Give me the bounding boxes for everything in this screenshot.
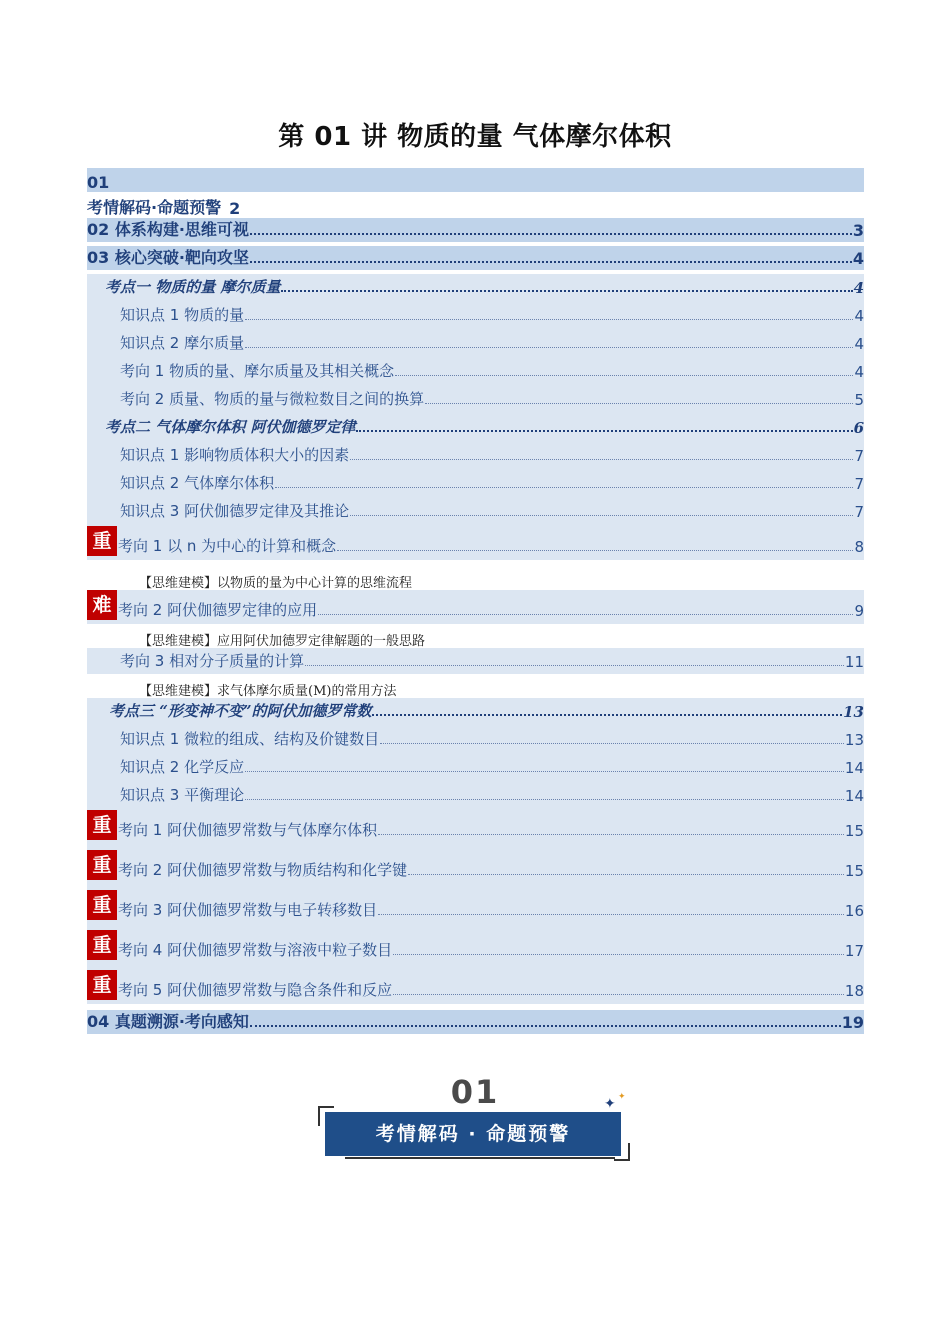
toc-page-number: 14	[844, 787, 864, 805]
toc-item-label: 知识点 2 化学反应	[120, 758, 245, 776]
toc-section-03[interactable]	[87, 246, 864, 270]
toc-leader	[372, 714, 842, 716]
toc-page-number: 7	[854, 447, 864, 465]
toc-item-key[interactable]	[87, 890, 864, 924]
toc-section-label: 03 核心突破·靶向攻坚	[87, 248, 249, 267]
toc-item-label-wrap	[87, 526, 336, 556]
toc-leader	[245, 347, 853, 348]
toc-page-number: 3	[852, 221, 864, 240]
toc-page-number: 4	[854, 363, 864, 381]
toc-item[interactable]	[87, 726, 864, 752]
toc-item[interactable]	[87, 386, 864, 412]
toc-item[interactable]	[87, 498, 864, 524]
toc-page-number: 7	[854, 503, 864, 521]
key-point-badge: 重	[87, 930, 117, 960]
toc-leader	[250, 1025, 841, 1027]
toc-item-label-wrap	[87, 970, 392, 1000]
toc-item-label: 考向 3 相对分子质量的计算	[120, 652, 305, 670]
section-banner-number: 01	[450, 1073, 500, 1111]
toc-leader	[356, 430, 852, 432]
toc-page-number: 4	[854, 335, 864, 353]
difficult-point-badge: 难	[87, 590, 117, 620]
toc-item-label: 考向 3 阿伏伽德罗常数与电子转移数目	[118, 901, 378, 919]
toc-item-key[interactable]	[87, 970, 864, 1004]
toc-item-difficult[interactable]	[87, 590, 864, 624]
toc-page-number: 7	[854, 475, 864, 493]
toc-item[interactable]	[87, 782, 864, 808]
toc-section-01[interactable]	[87, 192, 864, 218]
toc-item-label: 知识点 2 气体摩尔体积	[120, 474, 275, 492]
toc-item[interactable]	[87, 358, 864, 384]
toc-leader	[378, 834, 844, 835]
sparkle-icon: ✦	[604, 1096, 616, 1112]
toc-page-number: 14	[844, 759, 864, 777]
toc-page-number: 9	[854, 602, 864, 620]
toc-leader	[350, 459, 853, 460]
toc-item-label: 知识点 1 微粒的组成、结构及价键数目	[120, 730, 380, 748]
toc-item-label: 考向 2 阿伏伽德罗定律的应用	[118, 601, 318, 619]
toc-item-key[interactable]	[87, 930, 864, 964]
toc-leader	[425, 403, 853, 404]
toc-item-label: 考向 1 以 n 为中心的计算和概念	[118, 537, 337, 555]
toc-leader	[408, 874, 844, 875]
toc-item[interactable]	[87, 754, 864, 780]
toc-page-number: 4	[854, 307, 864, 325]
toc-kaodian-label: 考点一 物质的量 摩尔质量	[105, 278, 281, 296]
toc-item-label: 知识点 2 摩尔质量	[120, 334, 245, 352]
toc-section-01-number[interactable]	[87, 168, 864, 192]
toc-section-number: 01	[87, 173, 110, 192]
toc-item[interactable]	[87, 648, 864, 674]
section-banner: 考情解码 · 命题预警	[325, 1112, 621, 1156]
toc-item-label-wrap	[87, 890, 377, 920]
toc-item-label: 考向 5 阿伏伽德罗常数与隐含条件和反应	[118, 981, 393, 999]
toc-item-key[interactable]	[87, 810, 864, 844]
sparkle-icon: ✦	[618, 1092, 626, 1102]
toc-item-label-wrap	[87, 810, 377, 840]
page-title: 第 01 讲 物质的量 气体摩尔体积	[278, 122, 672, 152]
toc-page-number: 17	[844, 942, 864, 960]
toc-leader	[250, 261, 852, 263]
toc-leader	[250, 233, 852, 235]
toc-page-number: 15	[844, 862, 864, 880]
toc-page-number: 16	[844, 902, 864, 920]
toc-item[interactable]	[87, 442, 864, 468]
key-point-badge: 重	[87, 970, 117, 1000]
toc-page-number: 2	[229, 199, 241, 218]
toc-item-label-wrap	[87, 590, 317, 620]
toc-kaodian-1[interactable]	[87, 274, 864, 300]
toc-leader	[350, 515, 853, 516]
toc-section-02[interactable]	[87, 218, 864, 242]
toc-page-number: 6	[853, 419, 864, 437]
toc-item-label: 考向 2 质量、物质的量与微粒数目之间的换算	[120, 390, 425, 408]
toc-page-number: 4	[853, 279, 864, 297]
key-point-badge: 重	[87, 526, 117, 556]
toc-kaodian-label: 考点三 “形变神不变”的阿伏加德罗常数	[109, 702, 372, 720]
toc-thinking-model-note: 【思维建模】求气体摩尔质量(M)的常用方法	[139, 684, 397, 699]
toc-page-number: 5	[854, 391, 864, 409]
toc-item-label: 考向 2 阿伏伽德罗常数与物质结构和化学键	[118, 861, 408, 879]
banner-underline-decoration	[345, 1157, 615, 1159]
toc-kaodian-3[interactable]	[87, 698, 864, 724]
key-point-badge: 重	[87, 890, 117, 920]
toc-page-number: 4	[852, 249, 864, 268]
toc-item-label: 知识点 3 阿伏伽德罗定律及其推论	[120, 502, 350, 520]
toc-leader	[378, 914, 844, 915]
key-point-badge: 重	[87, 810, 117, 840]
toc-item-label: 知识点 3 平衡理论	[120, 786, 245, 804]
toc-item-label: 知识点 1 物质的量	[120, 306, 245, 324]
toc-page-number: 13	[844, 731, 864, 749]
toc-leader	[281, 290, 852, 292]
toc-section-label: 02 体系构建·思维可视	[87, 220, 249, 239]
toc-leader	[337, 550, 853, 551]
toc-leader	[245, 319, 853, 320]
toc-leader	[395, 375, 853, 376]
toc-leader	[393, 954, 844, 955]
toc-item-label-wrap	[87, 930, 392, 960]
toc-page-number: 11	[844, 653, 864, 671]
toc-leader	[318, 614, 853, 615]
toc-section-label: 考情解码·命题预警	[87, 198, 222, 217]
toc-kaodian-3-body	[87, 698, 864, 1004]
toc-thinking-model-note: 【思维建模】以物质的量为中心计算的思维流程	[139, 576, 413, 591]
toc-page-number: 18	[844, 982, 864, 1000]
toc-item-label-wrap	[87, 850, 407, 880]
table-of-contents	[87, 168, 864, 1038]
toc-item-label: 考向 1 物质的量、摩尔质量及其相关概念	[120, 362, 395, 380]
toc-page-number: 8	[854, 538, 864, 556]
toc-thinking-model-note: 【思维建模】应用阿伏加德罗定律解题的一般思路	[139, 634, 426, 649]
toc-item-label: 考向 1 阿伏伽德罗常数与气体摩尔体积	[118, 821, 378, 839]
toc-section-03-body	[87, 274, 864, 560]
toc-item-label: 考向 4 阿伏伽德罗常数与溶液中粒子数目	[118, 941, 393, 959]
toc-leader	[305, 665, 844, 666]
toc-leader	[245, 799, 844, 800]
toc-section-label: 04 真题溯源·考向感知	[87, 1012, 249, 1031]
toc-leader	[393, 994, 844, 995]
toc-item[interactable]	[87, 302, 864, 328]
toc-page-number: 15	[844, 822, 864, 840]
toc-item[interactable]	[87, 330, 864, 356]
toc-leader	[245, 771, 844, 772]
toc-kaodian-label: 考点二 气体摩尔体积 阿伏伽德罗定律	[105, 418, 356, 436]
key-point-badge: 重	[87, 850, 117, 880]
toc-page-number: 19	[841, 1013, 864, 1032]
toc-kaodian-2[interactable]	[87, 414, 864, 440]
toc-item[interactable]	[87, 470, 864, 496]
toc-section-04[interactable]	[87, 1010, 864, 1034]
toc-item-label: 知识点 1 影响物质体积大小的因素	[120, 446, 350, 464]
banner-bracket-decoration	[614, 1143, 630, 1161]
toc-page-number: 13	[843, 703, 864, 721]
toc-item-key[interactable]	[87, 850, 864, 884]
toc-leader	[380, 743, 844, 744]
toc-leader	[275, 487, 853, 488]
toc-item-key[interactable]	[87, 526, 864, 560]
